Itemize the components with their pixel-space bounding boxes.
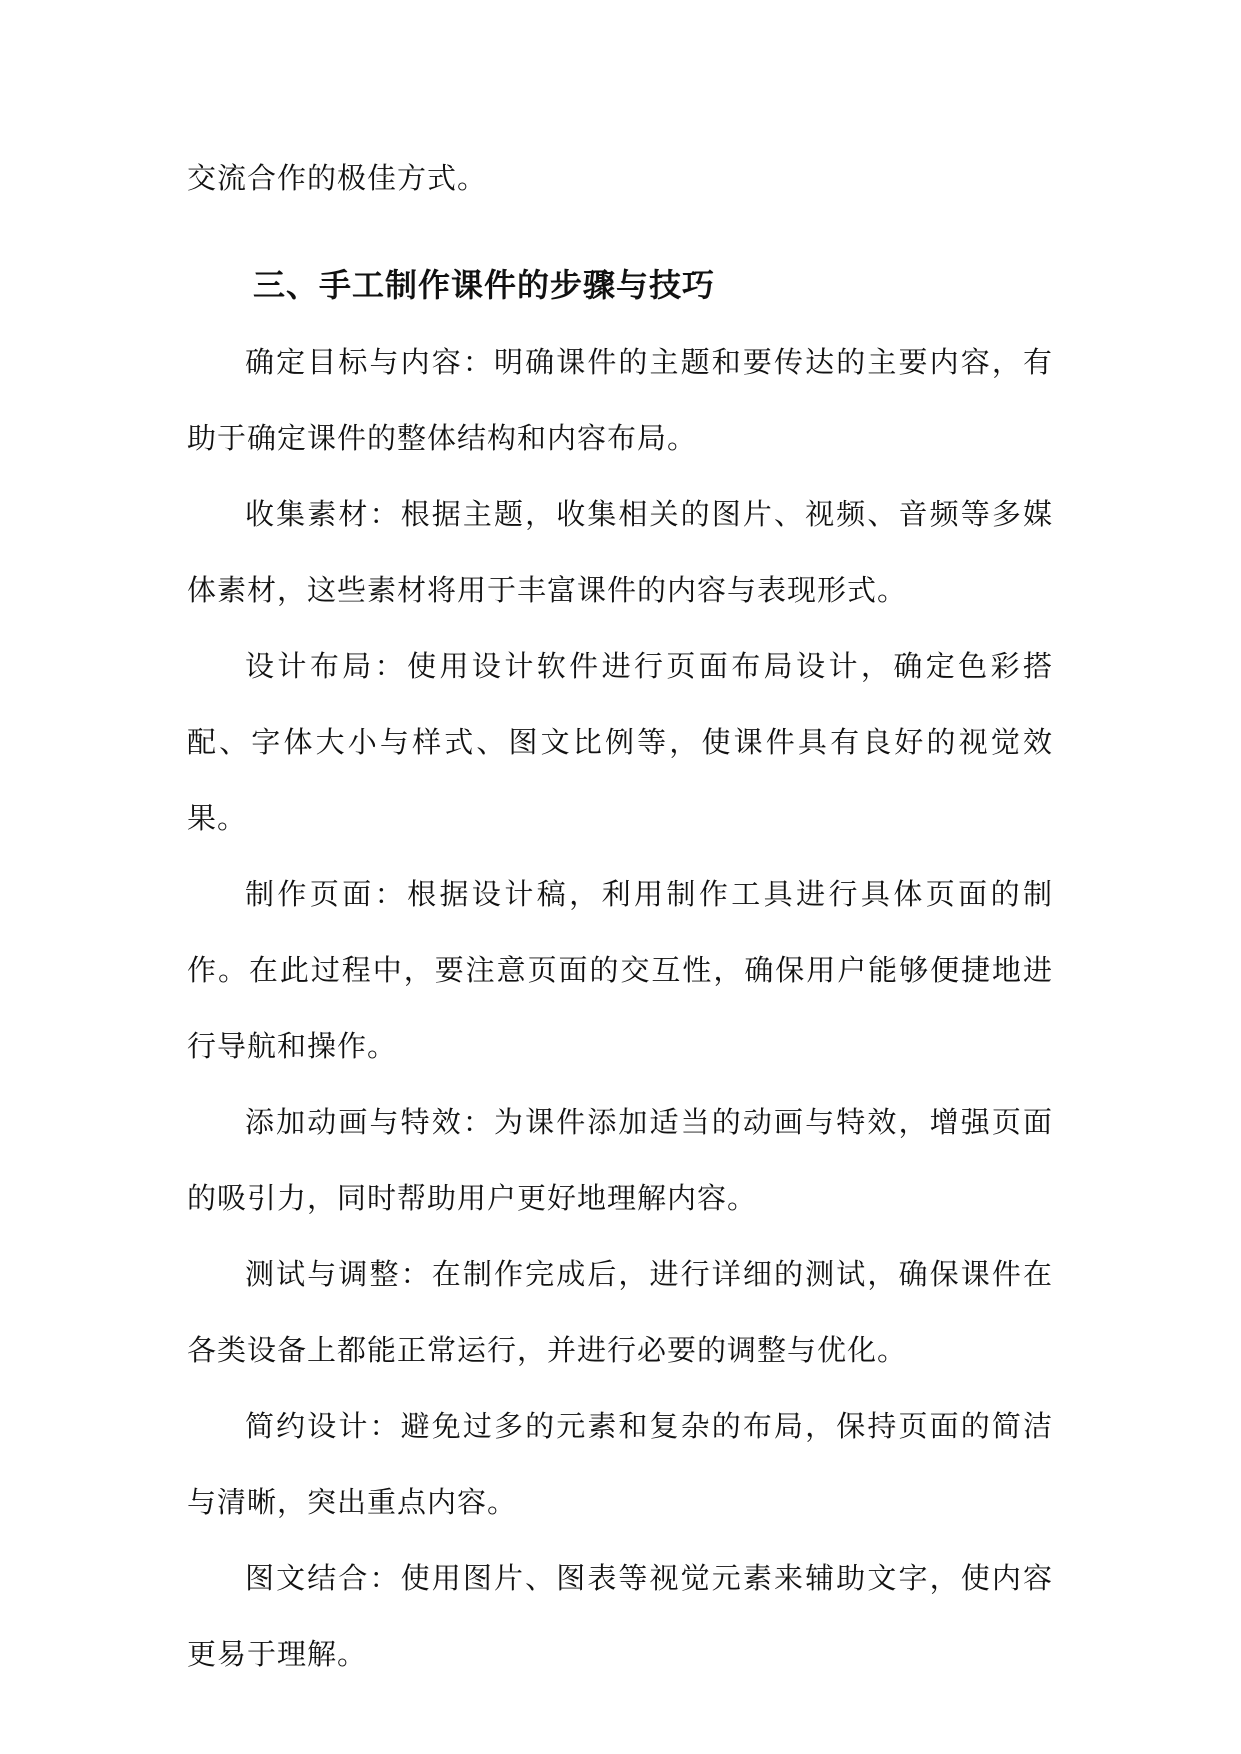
paragraph-simple-design: 简约设计：避免过多的元素和复杂的布局，保持页面的简洁与清晰，突出重点内容。	[187, 1409, 1053, 1519]
continuation-text: 交流合作的极佳方式。	[187, 161, 488, 195]
paragraph-design-layout: 设计布局：使用设计软件进行页面布局设计，确定色彩搭配、字体大小与样式、图文比例等，使课件具有良好的视觉效果。	[187, 649, 1053, 835]
paragraph-define-goals: 确定目标与内容：明确课件的主题和要传达的主要内容，有助于确定课件的整体结构和内容布局。	[187, 345, 1053, 455]
paragraph-image-text: 图文结合：使用图片、图表等视觉元素来辅助文字，使内容更易于理解。	[187, 1561, 1053, 1671]
paragraph-make-pages: 制作页面：根据设计稿，利用制作工具进行具体页面的制作。在此过程中，要注意页面的交互性，确保用户能够便捷地进行导航和操作。	[187, 877, 1053, 1063]
paragraph-test-adjust: 测试与调整：在制作完成后，进行详细的测试，确保课件在各类设备上都能正常运行，并进行必要的调整与优化。	[187, 1257, 1053, 1367]
section-heading: 三、手工制作课件的步骤与技巧	[253, 266, 716, 304]
paragraph-add-animation: 添加动画与特效：为课件添加适当的动画与特效，增强页面的吸引力，同时帮助用户更好地理解内容。	[187, 1105, 1053, 1215]
paragraph-collect-materials: 收集素材：根据主题，收集相关的图片、视频、音频等多媒体素材，这些素材将用于丰富课件的内容与表现形式。	[187, 497, 1053, 607]
document-body	[187, 140, 1053, 1692]
